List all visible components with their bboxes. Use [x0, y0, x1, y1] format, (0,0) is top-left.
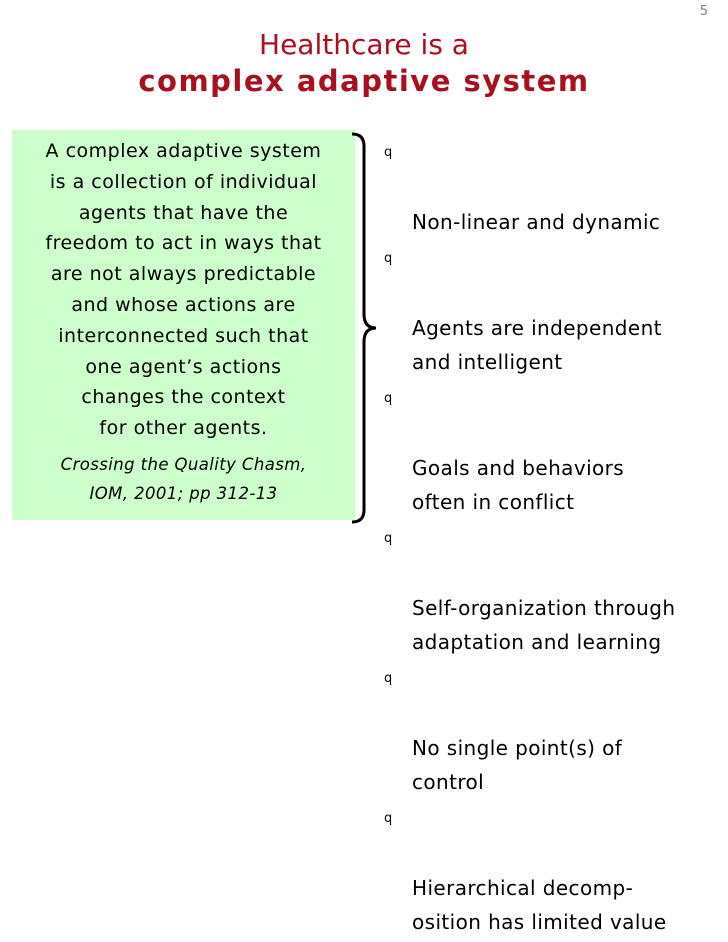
list-item	[380, 382, 725, 520]
bullet-marker-icon: q	[384, 530, 393, 546]
title-line-2: complex adaptive system	[138, 64, 590, 99]
bullet-marker-icon: q	[384, 145, 393, 160]
title-line-1: Healthcare is a	[259, 28, 469, 61]
bullet-marker-icon: q	[384, 810, 393, 826]
bullet-marker-icon: q	[384, 390, 393, 406]
list-item-text: Hierarchical decomp- osition has limited value	[412, 875, 667, 934]
definition-citation: Crossing the Quality Chasm, IOM, 2001; pp 312-13	[60, 454, 307, 503]
list-item-text: Goals and behaviors often in conflict	[412, 455, 625, 514]
list-item-text: Self-organization through adaptation and learning	[412, 595, 676, 654]
slide-title	[0, 28, 728, 98]
characteristics-list	[380, 136, 725, 942]
list-item	[380, 802, 725, 940]
bullet-marker-icon: q	[384, 670, 393, 686]
list-item-text: Non-linear and dynamic	[412, 210, 661, 234]
list-item	[380, 522, 725, 660]
bullet-marker-icon: q	[384, 250, 393, 266]
definition-box	[12, 130, 355, 520]
slide-number: 5	[699, 4, 708, 19]
right-bracket-icon	[350, 132, 380, 524]
list-item	[380, 242, 725, 380]
list-item-text: Agents are independent and intelligent	[412, 315, 662, 374]
list-item-text: No single point(s) of control	[412, 735, 623, 794]
definition-text: A complex adaptive system is a collection of individual agents that have the freedom to act in ways that are not always predictable and whose actions are interconnected such that one agent’s actions changes the context for other agents.	[45, 140, 322, 440]
list-item	[380, 662, 725, 800]
list-item	[380, 136, 725, 240]
